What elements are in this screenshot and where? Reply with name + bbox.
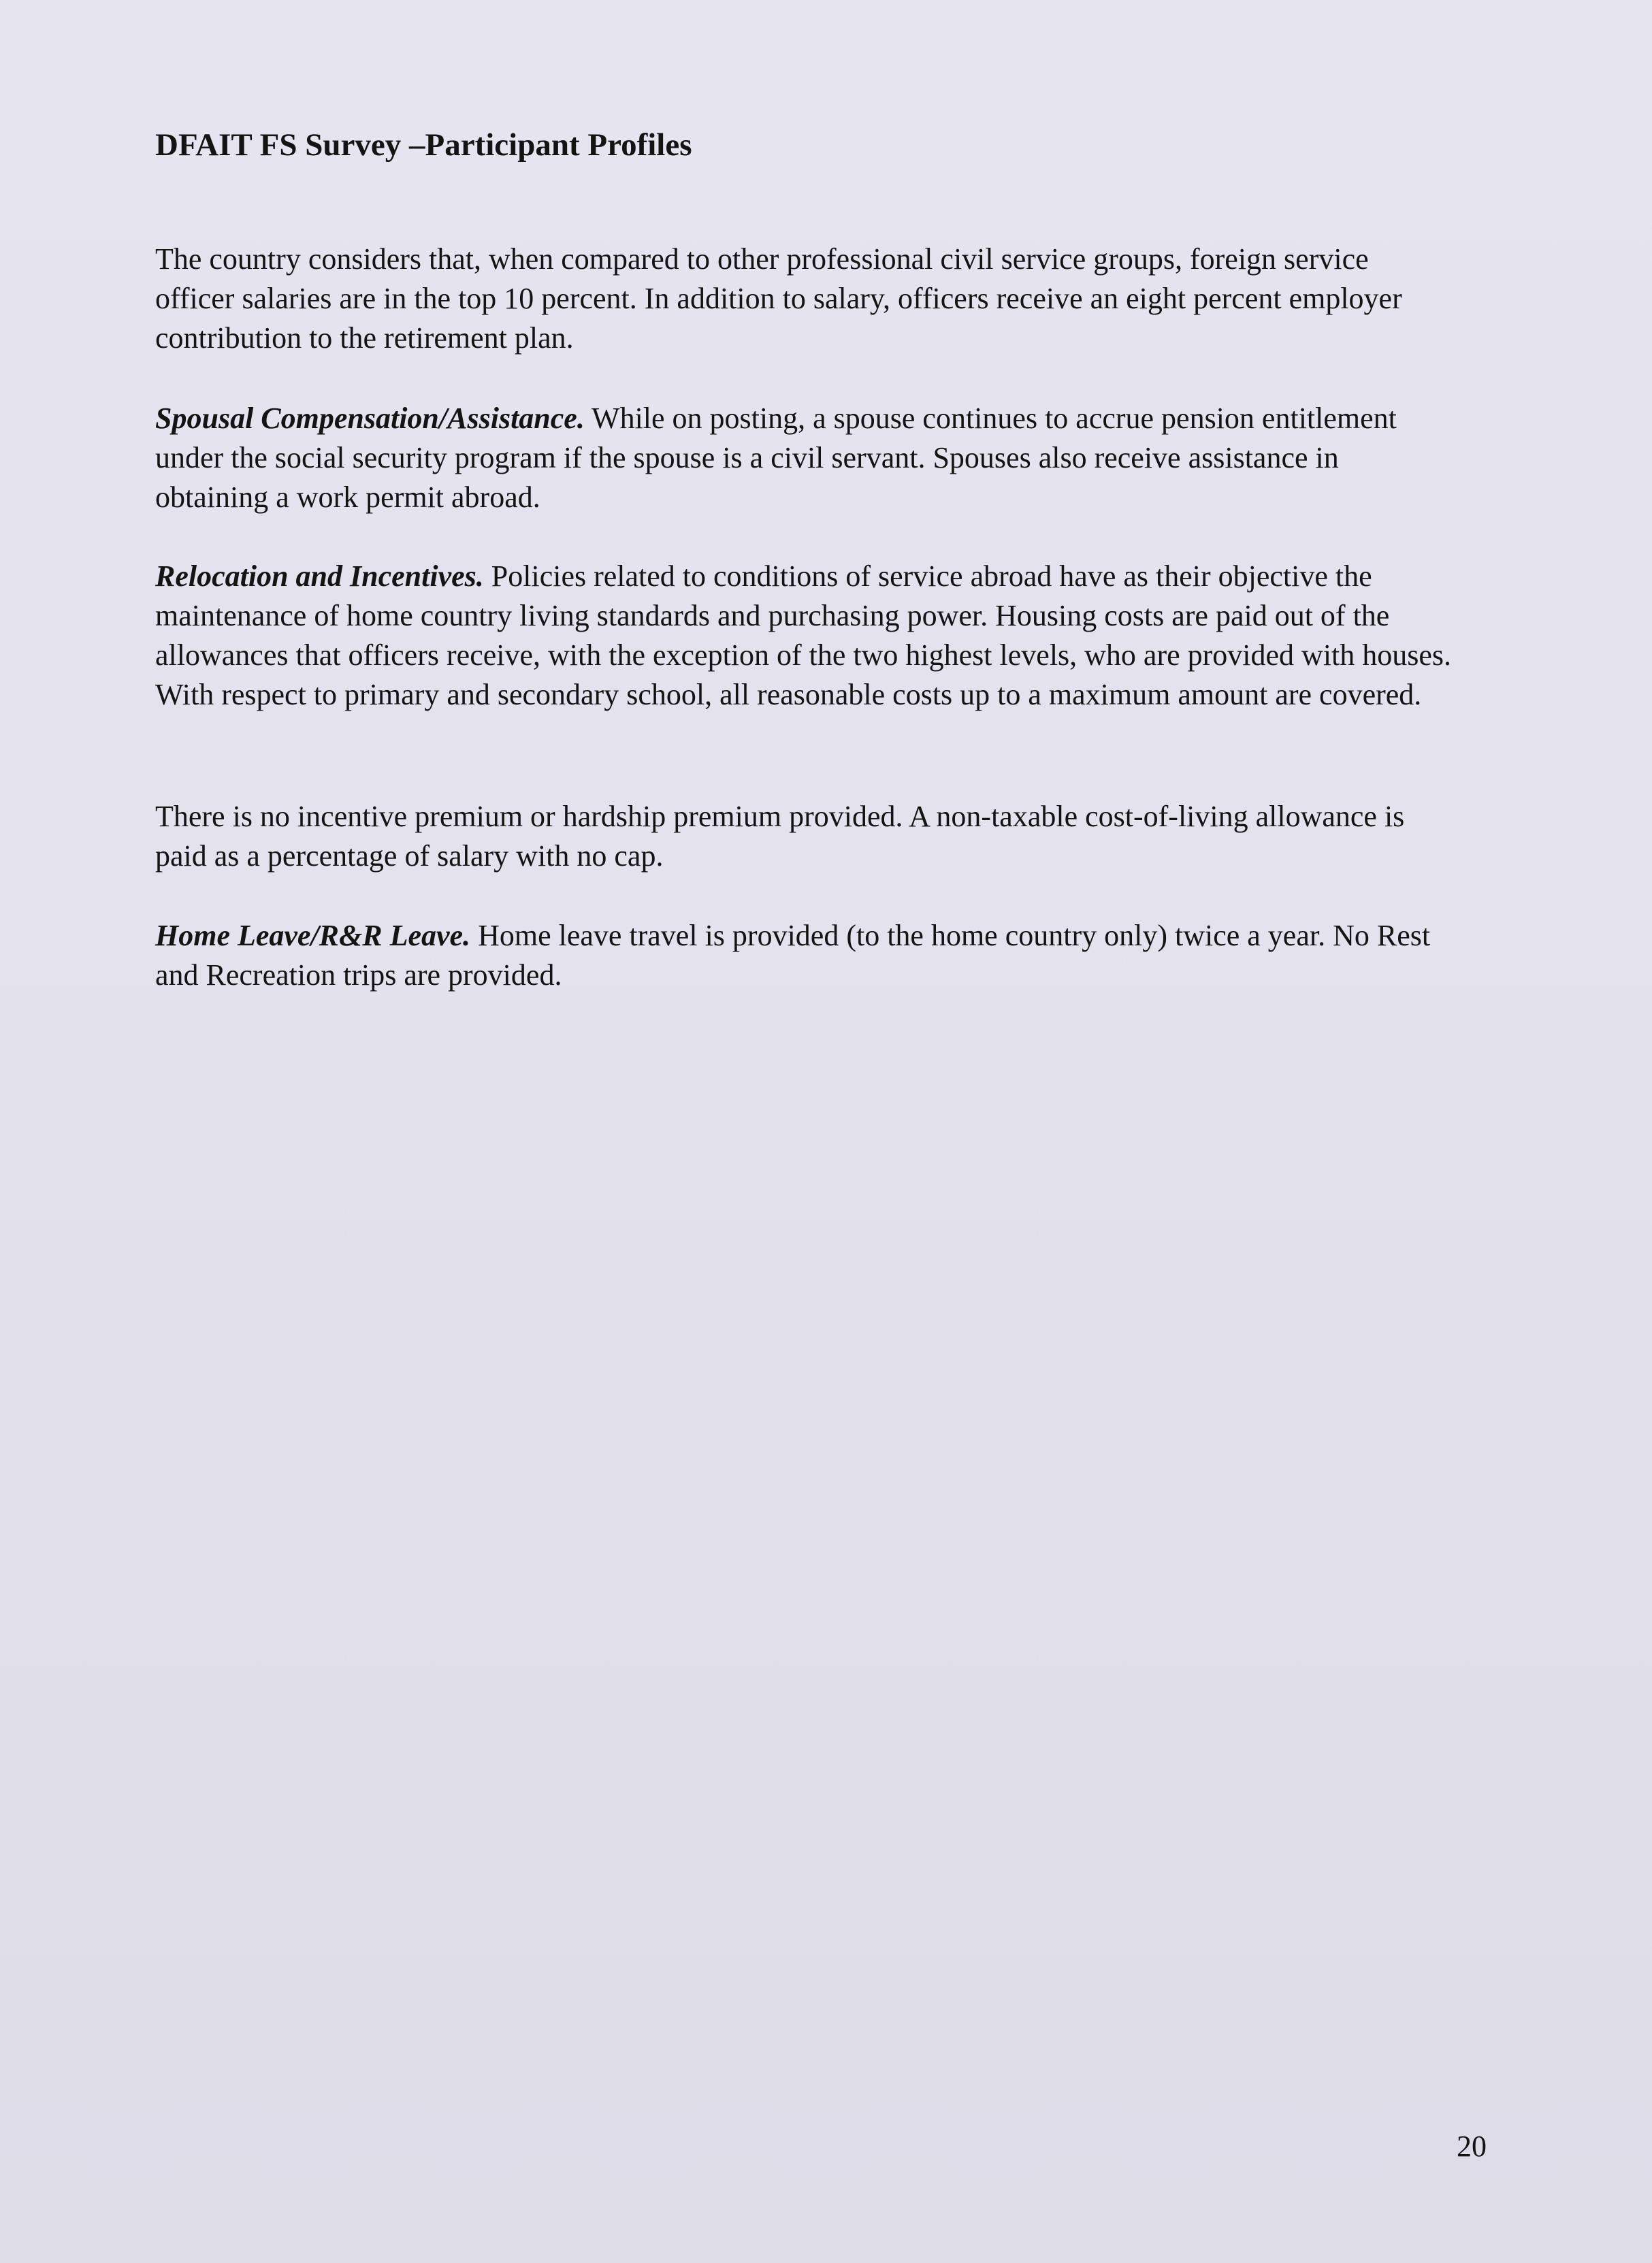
page-title: DFAIT FS Survey –Participant Profiles xyxy=(155,127,692,163)
home-leave-paragraph xyxy=(155,916,1455,995)
spousal-compensation-paragraph xyxy=(155,399,1455,517)
spousal-compensation-heading: Spousal Compensation/Assistance. xyxy=(155,402,585,435)
relocation-incentives-text: Policies related to conditions of service abroad have as their objective the maintenance of home country living standards and purchasing power. Housing costs are paid out of the allowances that officers receive, with the exception of the two highest levels, who are provided with houses. With respect to primary and secondary school, all reasonable costs up to a maximum amount are covered. xyxy=(155,559,1452,711)
salary-paragraph xyxy=(155,240,1455,358)
incentive-premium-text: There is no incentive premium or hardship premium provided. A non-taxable cost-of-living allowance is paid as a percentage of salary with no cap. xyxy=(155,800,1405,873)
relocation-incentives-paragraph xyxy=(155,557,1455,715)
salary-text: The country considers that, when compared to other professional civil service groups, foreign service officer salaries are in the top 10 percent. In addition to salary, officers receive an eight percent employer contribution to the retirement plan. xyxy=(155,242,1402,355)
incentive-premium-paragraph xyxy=(155,797,1455,876)
page-number: 20 xyxy=(1457,2130,1487,2163)
relocation-incentives-heading: Relocation and Incentives. xyxy=(155,559,484,593)
home-leave-text: Home leave travel is provided (to the home country only) twice a year. No Rest and Recreation trips are provided. xyxy=(155,919,1431,992)
home-leave-heading: Home Leave/R&R Leave. xyxy=(155,919,471,952)
spousal-compensation-text: While on posting, a spouse continues to accrue pension entitlement under the social security program if the spouse is a civil servant. Spouses also receive assistance in obtaining a work permit abroad. xyxy=(155,402,1397,514)
